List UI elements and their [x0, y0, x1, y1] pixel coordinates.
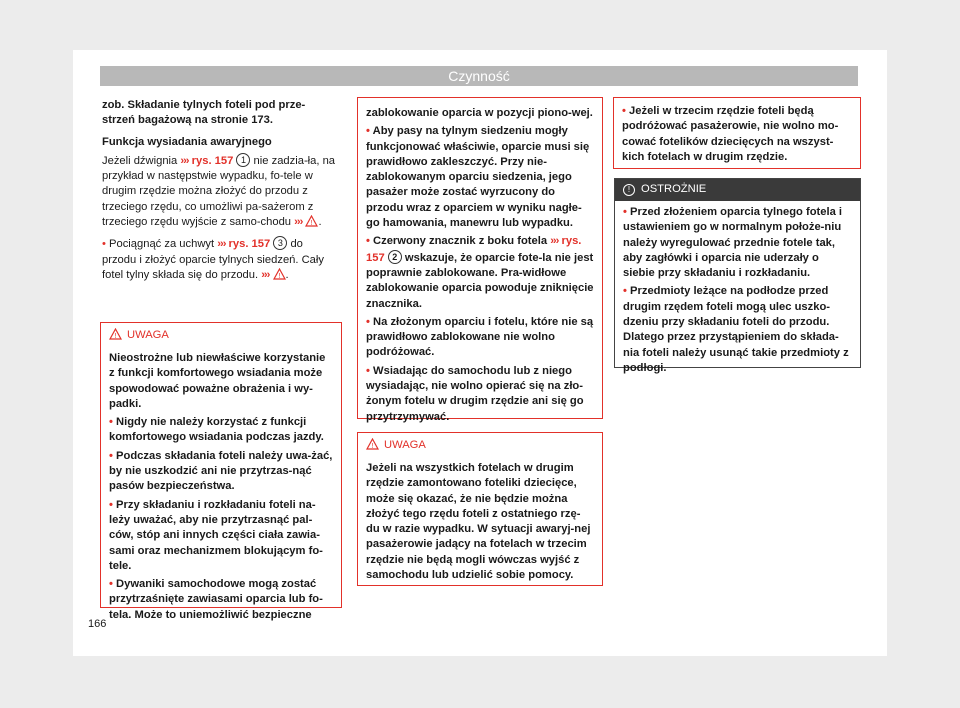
page-number: 166 [88, 618, 107, 630]
warning-box-2-continued [357, 97, 603, 423]
list-item: • Aby pasy na tylnym siedzeniu mogły funkcjonować właściwie, oparcie musi się prawidłowo zakleszczyć. Przy nie-zablokowanym oparciu siedzenia, jego pasażer może zostać wyrzucony do przodu wraz z oparciem w wyniku nagłe-go hamowania, manewru lub wypadku. [366, 125, 590, 230]
warning-triangle-icon[interactable] [305, 215, 318, 227]
callout-number: 3 [273, 236, 287, 250]
chevron-icon: ››› [294, 216, 303, 229]
chevron-icon: ››› [261, 268, 270, 281]
figure-ref-link[interactable]: rys. 157 [228, 238, 271, 251]
svg-text:!: ! [310, 220, 313, 228]
warning-body: zablokowanie oparcia w pozycji piono-wej. • Aby pasy na tylnym siedzeniu mogły funkcjonować właściwie, oparcie musi się prawidłowo zakleszczyć. Przy nie-zablokowanym oparciu siedzenia, jego pasażer może zostać wyrzucony do przodu wraz z oparciem w wyniku nagłe-go hamowania, manewru lub wypadku. • Czerwony znacznik z boku fotela ››› rys. 157 2 wskazuje, że oparcie fote-la nie jest poprawnie zablokowane. Pra-widłowe zablokowanie oparcia powoduje zniknięcie znacznika. • Na złożonym oparciu i fotelu, które nie są prawidłowo zablokowane nie wolno podróżować. • Wsiadając do samochodu lub z niego wysiadając, nie wolno opierać się na zło-żonym fotelu w drugim rzędzie ani się go przytrzymywać. [358, 98, 602, 434]
svg-text:!: ! [371, 443, 374, 450]
chevron-icon: ››› [180, 154, 189, 167]
list-item: • Wsiadając do samochodu lub z niego wysiadając, nie wolno opierać się na zło-żonym fotelu w drugim rzędzie ani się go przytrzymywać. [366, 364, 584, 423]
warning-triangle-icon[interactable] [273, 268, 286, 280]
section-heading: Funkcja wysiadania awaryjnego [102, 135, 272, 148]
list-item: • Nigdy nie należy korzystać z funkcji komfortowego wsiadania podczas jazdy. [109, 416, 324, 444]
warning-body: Nieostrożne lub niewłaściwe korzystanie z funkcji komfortowego wsiadania może spowodować poważne obrażenia i wy-padki. • Nigdy nie należy korzystać z funkcji komfortowego wsiadania podczas jazdy. • Podczas składania foteli należy uwa-żać, by nie uszkodzić ani nie przytrzas-nąć pasów bezpieczeństwa. • Przy składaniu i rozkładaniu foteli na-leży uważać, aby nie przytrzasnąć pal-ców, stóp ani innych części ciała zawia-sami oraz mechanizmem blokującym fo-tele. • Dywaniki samochodowe mogą zostać przytrzaśnięte zawiasami oparcia lub fo-tela. Może to uniemożliwić bezpieczne [101, 347, 341, 632]
info-circle-icon: ! [623, 184, 635, 196]
warning-header: ! UWAGA [358, 433, 602, 457]
chevron-icon: ››› [217, 238, 226, 251]
list-item: • Czerwony znacznik z boku fotela ››› rys. 157 2 wskazuje, że oparcie fote-la nie jest poprawnie zablokowane. Pra-widłowe zablokowanie oparcia powoduje zniknięcie znacznika. [366, 235, 594, 310]
chevron-icon: ››› [550, 235, 559, 248]
caution-box [614, 178, 861, 374]
warning-box-4-continued [613, 97, 861, 169]
caution-body [615, 201, 860, 385]
figure-ref-link[interactable]: rys. 157 [366, 235, 582, 264]
figure-ref-link[interactable]: rys. 157 [191, 154, 234, 167]
caution-header: ! OSTROŻNIE [615, 179, 860, 201]
column-1 [102, 98, 337, 283]
list-item: • Przy składaniu i rozkładaniu foteli na-leży uważać, aby nie przytrzasnąć pal-ców, stóp ani innych części ciała zawia-sami oraz mechanizmem blokującym fo-tele. [109, 498, 323, 572]
callout-number: 2 [388, 250, 402, 264]
warning-triangle-icon [366, 438, 379, 450]
svg-text:!: ! [278, 272, 280, 280]
paragraph-1: Jeżeli dźwignia ››› rys. 157 1 nie zadzia-ła, na przykład w następstwie wypadku, fo-tele w drugim rzędzie można złożyć do przodu z trzeciego rzędu, co umożliwi pa-sażerom z trzeciego rzędu wyjście z samo-chodu ››› ! . [102, 154, 336, 229]
list-item: • Jeżeli w trzecim rzędzie foteli będą podróżować pasażerowie, nie wolno mo-cować fotelików dziecięcych na wszyst-kich fotelach w drugim rzędzie. [622, 105, 839, 163]
warning-box-1 [100, 322, 342, 621]
warning-header: ! UWAGA [101, 323, 341, 347]
list-item: • Przed złożeniem oparcia tylnego fotela i ustawieniem go w normalnym położe-niu należy wyregulować przednie fotele tak, aby zagłówki i oparcia nie uderzały o siebie przy składaniu i rozkładaniu. [623, 206, 843, 280]
paragraph-2: • Pociągnąć za uchwyt ››› rys. 157 3 do przodu i złożyć oparcie tylnych siedzeń. Cały fotel tylny składa się do przodu. ››› ! . [102, 238, 324, 281]
list-item: • Podczas składania foteli należy uwa-żać, by nie uszkodzić ani nie przytrzas-nąć pasów bezpieczeństwa. [109, 449, 333, 493]
list-item: • Na złożonym oparciu i fotelu, które nie są prawidłowo zablokowane nie wolno podróżować. [366, 315, 594, 359]
svg-text:!: ! [114, 333, 117, 340]
section-header: Czynność [100, 66, 858, 86]
list-item: • Dywaniki samochodowe mogą zostać przytrzaśnięte zawiasami oparcia lub fo-tela. Może to uniemożliwić bezpieczne [109, 578, 323, 621]
warning-box-3 [357, 432, 603, 586]
callout-number: 1 [236, 153, 250, 167]
list-item: • Przedmioty leżące na podłodze przed drugim rzędem foteli mogą ulec uszko-dzeniu przy składaniu foteli do przodu. Dlatego przez przystąpieniem do składa-nia foteli należy usunąć takie przedmioty z podłogi. [623, 285, 849, 374]
warning-body [614, 98, 860, 174]
warning-triangle-icon [109, 328, 122, 340]
warning-body: Jeżeli na wszystkich fotelach w drugim rzędzie zamontowano foteliki dziecięce, może się okazać, że nie będzie można złożyć tego rzędu foteli z ostatniego rzę-du w razie wypadku. W sytuacji awaryj-nej pasażerowie jadący na fotelach w trzecim rzędzie nie będą mogli wówczas wyjść z samochodu lub udzielić sobie pomocy. [366, 462, 591, 582]
intro-text: zob. Składanie tylnych foteli pod prze-strzeń bagażową na stronie 173. [102, 99, 306, 127]
